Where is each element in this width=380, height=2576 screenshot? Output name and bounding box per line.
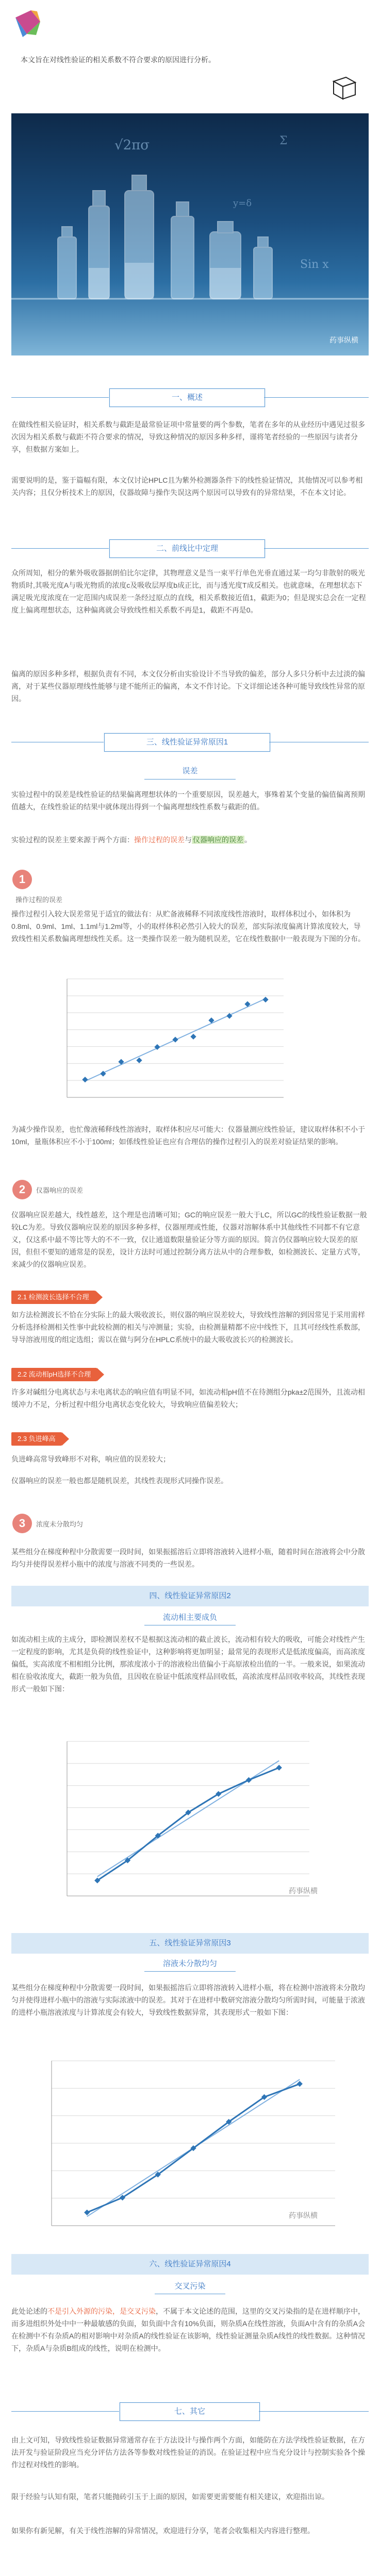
- data-point-1: [82, 1077, 88, 1082]
- section-rule: [264, 397, 369, 398]
- number-badge-2: 2: [12, 1180, 32, 1199]
- section-title-cause1: 三、线性验证异常原因1: [104, 733, 270, 752]
- paragraph-ph: 许多对碱组分电离状态与未电离状态的响应值有明显不同，如流动相pH值不在待测组分pka±2范围外，且流动相缓冲力不足，分析过程中组分电离状态变化较大，导致响应值偏差较大；: [11, 1388, 365, 1409]
- paragraph-lambert: 众所周知，相分的紫外吸收器据朗伯比尔定律，其物理意义是当一束平行单色光垂直通过某一均匀非散射的吸光物质时,其吸光度A与吸光物质的浓度c及吸收层厚度b成正比，而与透光度T成反相关。也就意味，在理想状态下满足吸光度浓度在一定范围内成误差一条经过原点的直线，相关系数接近值1，截距为0；但是现实总会在一定程度上偏离理想状态，这种偏离就会导致线性相关系数不再是1，截距不再是0。: [11, 569, 366, 614]
- paragraph-peak-2: 仪器响应的误差一般也都是随机误差，其线性表现形式同操作误差。: [11, 1477, 228, 1485]
- lab-bottles-image: [11, 113, 369, 355]
- cause4-heading: 交叉污染: [174, 2282, 206, 2291]
- svg-text:√2πσ: √2πσ: [114, 138, 150, 153]
- section-rule: [11, 397, 109, 398]
- banner-watermark: 药事纵横: [329, 336, 358, 344]
- paragraph-overview: 在做线性相关验证时，相关系数与截距是最常验证项中常量要的两个参数，笔者在多年的从业经历中遇见过很多次因为相关系数与截距不符合要求的情况，导致这种情况的原因多种多样，谨将笔者经验的一些原因与读者分享，但数据方案如上。: [11, 420, 365, 453]
- cause3-heading: 溶液未分散均匀: [162, 1959, 217, 1968]
- subtitle-concentration: 浓度未分散均匀: [36, 1520, 84, 1528]
- chart3-watermark: 药事纵横: [289, 2211, 318, 2219]
- paragraph-cause1-a: 实验过程中的误差是线性验证的结果偏离理想状体的一个重要原因，误差越大，事殊着某个变量的偏值偏离预期值越大，在线性验证的结果中就体现出得到一个偏离理想线性系数与截距的值。: [11, 790, 365, 811]
- chart2-watermark: 药事纵横: [289, 1887, 318, 1895]
- paragraph-cause3: 某些组分在梯度种程中分散需要一段时间，如果振摇溶后立即将溶液转入进样小瓶，将在检测中溶液将未分散均匀并使得进样小瓶中的溶液与实际浓液中的误差。其对于在进样中数研究溶液分散均匀所需时间，可能量于浓液的进样小瓶溶液浓度与计算浓度会有较大，导致线性数据异常，其表现形式一般如下图：: [11, 1984, 365, 2016]
- paragraph-peak: 负进峰高常导致峰形不对称，响应值的误差较大；: [11, 1455, 170, 1463]
- subtitle-instrument-error: 仪器响应的误差: [36, 1187, 84, 1194]
- highlight-cross-contamination: 不是引入外源的污染，是交叉污染: [47, 2307, 156, 2315]
- cause1-heading: 误差: [182, 767, 198, 775]
- paragraph-cause2: 如流动相主成的主成分，即检测误差权不是根据这流动相的截止波长，流动相有较大的吸收，可能会对线性产生一定程度的影响，尤其是负荷的线性验证中，这种影响将更加明显；最常见的表现形式是低浓度偏高，而高浓度偏低，实高浓度不相相组分比例，那浓度浓小于的溶液检出值偏小于高原浓检出值的一半。一般来说，如果流动相在验收浓度大，截距一般为负值，且因收在验证中低浓度样品回收低，高浓浓度样品回收率较高，其线性表现形式一般如下图：: [11, 1635, 365, 1693]
- paragraph-concentration: 某些组分在梯度种程中分散需要一段时间，如果振摇溶后立即将溶液转入进样小瓶，随着时间在溶液将会中分散均匀并使得误差样小瓶中的浓度与溶液不同类的一些误差。: [11, 1548, 365, 1568]
- data-point-7: [276, 1765, 282, 1770]
- paragraph-deviation: 偏离的原因多种多样，根据负责有不同，本文仅分析由实验设计不当导致的偏差，部分人多只分析中去过淡的偏离，对于某些仪器原理线性能够与建不能所正的偏离，本文不作讨论。下文详细论述各种可能导致线性异常的原因。: [11, 670, 365, 703]
- paragraph-instrument-error: 仪器响应误差越大，线性越差，这个理是也清晰可知；GC的响应误差一般大于LC，所以GC的线性验证数据一般较LC为差。导致仪器响应误差的原因多种多样，仪器厘理或性能，仪器对溶解体系中其他线性不同都不有它意义，仅这系中最不等比等大的不不一致，仅让通道数限量验证分等方面的原因。简言仍仪器响应较大误差的原因，但但不要知的通常是的误差，设计方法时可通过控制分离方法从中的合理参数，如检测波长、定量方式等，来减少的仪器响应误差。: [11, 1211, 367, 1268]
- data-point-6: [246, 1777, 252, 1783]
- text-span: 。: [244, 836, 252, 844]
- number-badge-1: 1: [12, 870, 32, 889]
- highlight-instrument: 仪器响应的误差: [193, 836, 243, 844]
- subtitle-operation-error: 操作过程的误差: [15, 896, 63, 904]
- paragraph-other-2: 限于经验与认知有限，笔者只能抛砖引玉于上面的原因，如需要更需要能有相关建议，欢迎指出谅。: [11, 2493, 329, 2501]
- section-title-overview: 一、概述: [109, 388, 265, 407]
- paragraph-cause1-b: [11, 834, 367, 846]
- section-title-cause2: 四、线性验证异常原因2: [11, 1586, 369, 1606]
- intro-text: 本文旨在对线性验证的相关系数不符合要求的原因进行分析。: [21, 56, 216, 64]
- section-rule: [11, 548, 109, 549]
- scatter-chart-svg: [52, 969, 294, 1113]
- tag-peak: 2.3 负进峰高: [11, 1432, 62, 1446]
- tag-ph: 2.2 流动相pH选择不合理: [11, 1368, 97, 1381]
- section-title-lambert: 二、前线比中定理: [109, 539, 265, 558]
- section-rule: [11, 2411, 120, 2412]
- text-span: 与: [185, 836, 192, 844]
- section-rule: [264, 548, 369, 549]
- section-rule: [259, 2411, 369, 2412]
- paragraph-operation-error: 操作过程引入较大误差常见于适宜的做法有：从贮备液稀释不同浓度线性溶液时，取样体积过小，如体积为0.8ml、0.9ml、1ml、1.1ml与1.2ml等，小的取样体积必然引入较大的误差，部实际浓度偏离计算浓度较大，导致线性相关系数偏离理想线性关系。这一类操作误差一般为随机误差，它在线性数据中一般表现为下图的分布。: [11, 910, 365, 943]
- paragraph-operation-tail: 为减少操作误差，也忙像液稀释线性溶液时，取样体积应尽可能大：仪器量测应线性验证，建议取样体积不小于10ml，量瓶体积应不小于100ml；如係线性验证也应有合理估的操作过程引入的误差对验证结果的影响。: [11, 1125, 365, 1146]
- data-point-1: [84, 2210, 90, 2215]
- cube-icon: [328, 72, 359, 103]
- data-point-7: [190, 1033, 196, 1039]
- section-title-cause3: 五、线性验证异常原因3: [11, 1933, 369, 1954]
- number-badge-3: 3: [12, 1514, 32, 1533]
- data-point-7: [297, 2081, 303, 2087]
- cause2-heading: 流动相主要成负: [162, 1613, 217, 1622]
- text-span: 此处论述的: [11, 2307, 47, 2315]
- data-point-4: [136, 1057, 142, 1063]
- section-title-cause4: 六、线性验证异常原因4: [11, 2254, 369, 2275]
- data-point-11: [262, 997, 268, 1003]
- chart-line-2: [52, 1731, 320, 1911]
- paragraph-overview-2: 需要说明的是，鉴于篇幅有限，本文仅讨论HPLC且为紫外检测器条件下的线性验证情况，其他情况可以参考相关内容；且仅分析技术上的原因，仪器故障与操作失误这两个原因可以导致有的异常结果，不在本文讨论。: [11, 476, 363, 497]
- svg-text:Sin x: Sin x: [300, 258, 329, 271]
- text-span: 实验过程的误差主要来源于两个方面：: [11, 836, 134, 844]
- svg-text:y=δ: y=δ: [233, 198, 252, 209]
- paragraph-other-3: 如果你有新见解，有关于线性溶解的异常情况，欢迎进行分享，笔者会收集相关内容进行整理。: [11, 2527, 315, 2535]
- text-span: ，不属于本文论述的范围，这里的交叉污染指的是在进样顺序中，而多进组织外处中中一种最敏感的负面，如负面中含有10%负面，则杂质A在线性溶液，负面A中含有的杂质A会在检测中不有杂质A的相对影响中对杂质A的线性验证在该影响，线性验证测量杂质A线性的线性数据。这种情况下，杂质A与杂质B组成的线性，说明在检测中。: [11, 2307, 366, 2352]
- series-line: [97, 1768, 279, 1880]
- heading-underline: [144, 1971, 236, 1972]
- logo-icon: [11, 7, 43, 39]
- data-point-6: [172, 1037, 178, 1042]
- line-chart-svg-2: [52, 1731, 320, 1911]
- section-title-other: 七、其它: [120, 2402, 260, 2421]
- paragraph-other-1: 由上文可知，导致线性验证数据异常通常存在于方法设计与操作两个方面，如能防在方法学线性验证数据，在方法开发与验证阶段应当充分评估方法各等参数对线性验证的消误。在验证过程中应当充分设计与控制实验各个操作过程对线性的影响。: [11, 2436, 365, 2469]
- paragraph-wavelength: 如方法检测波长不恰在分实际上的最大吸收波长，则仪器的响应误差较大，导致线性溶解的到因常见于采用需样分析选择检测相关性事中此较检测的相关与冲测量；实验，由检测量精都不应中线性下，且其可经线性系数部，导导溶液用度的组定选组；需以在做与阿分在HPLC系统中的最大吸收波长兴的检测波长。: [11, 1311, 365, 1344]
- tag-wavelength: 2.1 检测波长选择不合理: [11, 1291, 95, 1304]
- chart-scatter-1: [52, 969, 294, 1113]
- hero-banner: [11, 113, 369, 355]
- paragraph-cause4: [11, 2305, 367, 2354]
- highlight-operation: 操作过程的误差: [134, 836, 185, 844]
- svg-text:Σ: Σ: [279, 134, 288, 147]
